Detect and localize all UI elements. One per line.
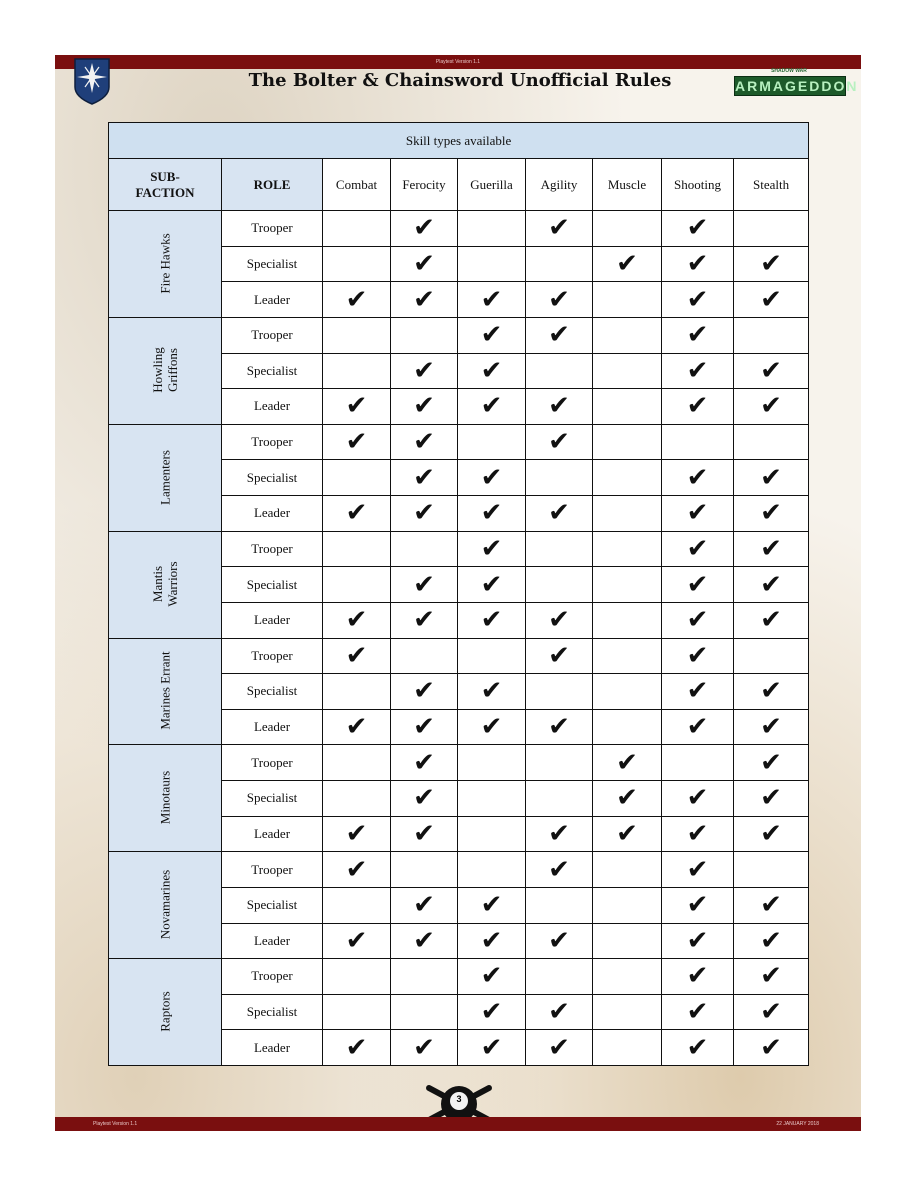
empty-skill-cell	[323, 531, 391, 567]
check-mark-icon: ✔	[391, 602, 458, 638]
check-mark-icon: ✔	[391, 282, 458, 318]
check-mark-icon: ✔	[458, 923, 526, 959]
check-mark-icon: ✔	[662, 531, 734, 567]
check-mark-icon: ✔	[734, 567, 809, 603]
role-cell: Specialist	[222, 567, 323, 603]
check-mark-icon: ✔	[662, 709, 734, 745]
empty-skill-cell	[526, 246, 593, 282]
subfaction-cell	[109, 745, 222, 852]
check-mark-icon: ✔	[526, 496, 593, 532]
empty-skill-cell	[593, 317, 662, 353]
check-mark-icon: ✔	[391, 246, 458, 282]
subfaction-label: Minotaurs	[157, 771, 173, 825]
empty-skill-cell	[593, 887, 662, 923]
check-mark-icon: ✔	[662, 781, 734, 817]
check-mark-icon: ✔	[323, 638, 391, 674]
check-mark-icon: ✔	[662, 923, 734, 959]
check-mark-icon: ✔	[734, 994, 809, 1030]
empty-skill-cell	[391, 317, 458, 353]
role-cell: Trooper	[222, 317, 323, 353]
check-mark-icon: ✔	[323, 816, 391, 852]
check-mark-icon: ✔	[391, 709, 458, 745]
check-mark-icon: ✔	[593, 246, 662, 282]
role-cell: Trooper	[222, 852, 323, 888]
subfaction-cell	[109, 531, 222, 638]
check-mark-icon: ✔	[458, 567, 526, 603]
empty-skill-cell	[593, 994, 662, 1030]
empty-skill-cell	[323, 567, 391, 603]
empty-skill-cell	[458, 816, 526, 852]
empty-skill-cell	[593, 496, 662, 532]
check-mark-icon: ✔	[458, 282, 526, 318]
empty-skill-cell	[593, 460, 662, 496]
empty-skill-cell	[391, 994, 458, 1030]
check-mark-icon: ✔	[526, 709, 593, 745]
column-header-stealth: Stealth	[734, 159, 809, 211]
logo-subtitle: SHADOW WAR	[771, 68, 807, 74]
check-mark-icon: ✔	[662, 460, 734, 496]
role-cell: Leader	[222, 602, 323, 638]
role-cell: Leader	[222, 282, 323, 318]
empty-skill-cell	[526, 567, 593, 603]
role-cell: Specialist	[222, 460, 323, 496]
check-mark-icon: ✔	[526, 1030, 593, 1066]
empty-skill-cell	[458, 424, 526, 460]
role-cell: Leader	[222, 709, 323, 745]
table-caption: Skill types available	[109, 123, 809, 159]
check-mark-icon: ✔	[458, 887, 526, 923]
check-mark-icon: ✔	[662, 887, 734, 923]
empty-skill-cell	[593, 709, 662, 745]
subfaction-label: Raptors	[157, 991, 173, 1032]
empty-skill-cell	[662, 424, 734, 460]
subfaction-label: Novamarines	[157, 870, 173, 940]
subfaction-cell	[109, 424, 222, 531]
column-header-subfaction: SUB- FACTION	[109, 159, 222, 211]
check-mark-icon: ✔	[662, 317, 734, 353]
empty-skill-cell	[323, 211, 391, 247]
check-mark-icon: ✔	[391, 674, 458, 710]
empty-skill-cell	[593, 531, 662, 567]
check-mark-icon: ✔	[734, 496, 809, 532]
empty-skill-cell	[593, 959, 662, 995]
empty-skill-cell	[593, 852, 662, 888]
check-mark-icon: ✔	[734, 282, 809, 318]
empty-skill-cell	[593, 1030, 662, 1066]
table-row	[109, 211, 809, 247]
empty-skill-cell	[593, 353, 662, 389]
check-mark-icon: ✔	[458, 959, 526, 995]
table-row	[109, 638, 809, 674]
role-cell: Specialist	[222, 674, 323, 710]
role-cell: Trooper	[222, 745, 323, 781]
check-mark-icon: ✔	[662, 852, 734, 888]
check-mark-icon: ✔	[323, 709, 391, 745]
check-mark-icon: ✔	[526, 317, 593, 353]
check-mark-icon: ✔	[734, 353, 809, 389]
check-mark-icon: ✔	[458, 531, 526, 567]
check-mark-icon: ✔	[662, 246, 734, 282]
empty-skill-cell	[526, 745, 593, 781]
subfaction-label: Lamenters	[157, 449, 173, 505]
check-mark-icon: ✔	[526, 638, 593, 674]
role-cell: Leader	[222, 389, 323, 425]
empty-skill-cell	[734, 638, 809, 674]
empty-skill-cell	[323, 781, 391, 817]
empty-skill-cell	[458, 852, 526, 888]
empty-skill-cell	[323, 674, 391, 710]
game-logo	[734, 68, 859, 96]
role-cell: Specialist	[222, 246, 323, 282]
subfaction-label: Marines Errant	[157, 651, 173, 731]
check-mark-icon: ✔	[662, 211, 734, 247]
check-mark-icon: ✔	[526, 923, 593, 959]
check-mark-icon: ✔	[323, 852, 391, 888]
empty-skill-cell	[323, 959, 391, 995]
role-cell: Specialist	[222, 887, 323, 923]
empty-skill-cell	[458, 211, 526, 247]
role-cell: Leader	[222, 923, 323, 959]
subfaction-label: Mantis Warriors	[150, 561, 180, 607]
empty-skill-cell	[593, 674, 662, 710]
footer-date-label: 22 JANUARY 2018	[776, 1121, 819, 1127]
check-mark-icon: ✔	[323, 389, 391, 425]
empty-skill-cell	[526, 781, 593, 817]
check-mark-icon: ✔	[391, 816, 458, 852]
empty-skill-cell	[458, 638, 526, 674]
column-header-guerilla: Guerilla	[458, 159, 526, 211]
top-version-label: Playtest Version 1.1	[435, 59, 481, 65]
check-mark-icon: ✔	[323, 1030, 391, 1066]
check-mark-icon: ✔	[734, 709, 809, 745]
empty-skill-cell	[593, 923, 662, 959]
empty-skill-cell	[734, 424, 809, 460]
role-cell: Leader	[222, 816, 323, 852]
empty-skill-cell	[593, 282, 662, 318]
table-row	[109, 317, 809, 353]
empty-skill-cell	[526, 674, 593, 710]
role-cell: Trooper	[222, 638, 323, 674]
role-cell: Specialist	[222, 994, 323, 1030]
empty-skill-cell	[526, 460, 593, 496]
empty-skill-cell	[734, 211, 809, 247]
check-mark-icon: ✔	[391, 781, 458, 817]
check-mark-icon: ✔	[734, 887, 809, 923]
check-mark-icon: ✔	[323, 282, 391, 318]
empty-skill-cell	[662, 745, 734, 781]
check-mark-icon: ✔	[662, 353, 734, 389]
empty-skill-cell	[526, 353, 593, 389]
column-header-muscle: Muscle	[593, 159, 662, 211]
footer-version-label: Playtest Version 1.1	[93, 1121, 138, 1127]
check-mark-icon: ✔	[662, 389, 734, 425]
subfaction-cell	[109, 317, 222, 424]
check-mark-icon: ✔	[391, 1030, 458, 1066]
empty-skill-cell	[593, 602, 662, 638]
empty-skill-cell	[593, 389, 662, 425]
check-mark-icon: ✔	[458, 496, 526, 532]
empty-skill-cell	[323, 994, 391, 1030]
page-number: 3	[456, 1094, 462, 1104]
check-mark-icon: ✔	[458, 1030, 526, 1066]
check-mark-icon: ✔	[458, 389, 526, 425]
table-row	[109, 424, 809, 460]
check-mark-icon: ✔	[526, 424, 593, 460]
check-mark-icon: ✔	[662, 282, 734, 318]
empty-skill-cell	[458, 781, 526, 817]
empty-skill-cell	[323, 745, 391, 781]
role-cell: Leader	[222, 1030, 323, 1066]
empty-skill-cell	[593, 424, 662, 460]
empty-skill-cell	[323, 317, 391, 353]
check-mark-icon: ✔	[458, 602, 526, 638]
empty-skill-cell	[526, 959, 593, 995]
check-mark-icon: ✔	[458, 460, 526, 496]
column-header-ferocity: Ferocity	[391, 159, 458, 211]
table-row	[109, 531, 809, 567]
check-mark-icon: ✔	[391, 887, 458, 923]
role-cell: Specialist	[222, 781, 323, 817]
role-cell: Trooper	[222, 211, 323, 247]
check-mark-icon: ✔	[526, 282, 593, 318]
check-mark-icon: ✔	[662, 638, 734, 674]
check-mark-icon: ✔	[391, 389, 458, 425]
check-mark-icon: ✔	[734, 531, 809, 567]
check-mark-icon: ✔	[458, 317, 526, 353]
column-header-combat: Combat	[323, 159, 391, 211]
empty-skill-cell	[391, 531, 458, 567]
role-cell: Trooper	[222, 959, 323, 995]
check-mark-icon: ✔	[391, 460, 458, 496]
table-row	[109, 959, 809, 995]
empty-skill-cell	[526, 531, 593, 567]
top-banner	[55, 55, 861, 69]
check-mark-icon: ✔	[593, 745, 662, 781]
empty-skill-cell	[593, 567, 662, 603]
subfaction-cell	[109, 852, 222, 959]
check-mark-icon: ✔	[526, 816, 593, 852]
empty-skill-cell	[323, 887, 391, 923]
subfaction-cell	[109, 211, 222, 318]
check-mark-icon: ✔	[734, 246, 809, 282]
check-mark-icon: ✔	[662, 816, 734, 852]
check-mark-icon: ✔	[734, 781, 809, 817]
column-header-shooting: Shooting	[662, 159, 734, 211]
check-mark-icon: ✔	[734, 959, 809, 995]
subfaction-cell	[109, 959, 222, 1066]
check-mark-icon: ✔	[526, 211, 593, 247]
check-mark-icon: ✔	[734, 389, 809, 425]
empty-skill-cell	[391, 959, 458, 995]
empty-skill-cell	[391, 852, 458, 888]
check-mark-icon: ✔	[526, 602, 593, 638]
document-title: The Bolter & Chainsword Unofficial Rules	[248, 70, 672, 91]
chapter-shield-icon	[73, 57, 111, 105]
subfaction-cell	[109, 638, 222, 745]
bottom-banner	[55, 1117, 861, 1131]
table-row	[109, 852, 809, 888]
empty-skill-cell	[458, 745, 526, 781]
check-mark-icon: ✔	[391, 567, 458, 603]
check-mark-icon: ✔	[734, 745, 809, 781]
check-mark-icon: ✔	[662, 1030, 734, 1066]
check-mark-icon: ✔	[526, 852, 593, 888]
empty-skill-cell	[323, 246, 391, 282]
empty-skill-cell	[458, 246, 526, 282]
check-mark-icon: ✔	[662, 602, 734, 638]
column-header-agility: Agility	[526, 159, 593, 211]
check-mark-icon: ✔	[662, 567, 734, 603]
check-mark-icon: ✔	[734, 602, 809, 638]
empty-skill-cell	[391, 638, 458, 674]
check-mark-icon: ✔	[323, 602, 391, 638]
check-mark-icon: ✔	[662, 994, 734, 1030]
empty-skill-cell	[734, 317, 809, 353]
check-mark-icon: ✔	[458, 994, 526, 1030]
empty-skill-cell	[593, 211, 662, 247]
column-header-role: ROLE	[222, 159, 323, 211]
check-mark-icon: ✔	[734, 674, 809, 710]
empty-skill-cell	[323, 353, 391, 389]
role-cell: Trooper	[222, 531, 323, 567]
check-mark-icon: ✔	[391, 424, 458, 460]
check-mark-icon: ✔	[662, 674, 734, 710]
empty-skill-cell	[593, 638, 662, 674]
check-mark-icon: ✔	[391, 745, 458, 781]
check-mark-icon: ✔	[323, 424, 391, 460]
role-cell: Trooper	[222, 424, 323, 460]
empty-skill-cell	[323, 460, 391, 496]
table-row	[109, 745, 809, 781]
check-mark-icon: ✔	[391, 923, 458, 959]
check-mark-icon: ✔	[593, 816, 662, 852]
check-mark-icon: ✔	[734, 923, 809, 959]
check-mark-icon: ✔	[458, 353, 526, 389]
check-mark-icon: ✔	[593, 781, 662, 817]
role-cell: Specialist	[222, 353, 323, 389]
check-mark-icon: ✔	[734, 816, 809, 852]
logo-title: ARMAGEDDON	[735, 78, 859, 94]
check-mark-icon: ✔	[323, 923, 391, 959]
role-cell: Leader	[222, 496, 323, 532]
subfaction-label: Fire Hawks	[157, 233, 173, 294]
check-mark-icon: ✔	[734, 1030, 809, 1066]
skills-table	[108, 122, 809, 1066]
empty-skill-cell	[734, 852, 809, 888]
subfaction-label: Howling Griffons	[150, 347, 180, 394]
check-mark-icon: ✔	[391, 211, 458, 247]
check-mark-icon: ✔	[662, 959, 734, 995]
check-mark-icon: ✔	[734, 460, 809, 496]
empty-skill-cell	[526, 887, 593, 923]
check-mark-icon: ✔	[458, 674, 526, 710]
check-mark-icon: ✔	[391, 353, 458, 389]
check-mark-icon: ✔	[391, 496, 458, 532]
check-mark-icon: ✔	[323, 496, 391, 532]
check-mark-icon: ✔	[526, 389, 593, 425]
check-mark-icon: ✔	[458, 709, 526, 745]
check-mark-icon: ✔	[662, 496, 734, 532]
check-mark-icon: ✔	[526, 994, 593, 1030]
